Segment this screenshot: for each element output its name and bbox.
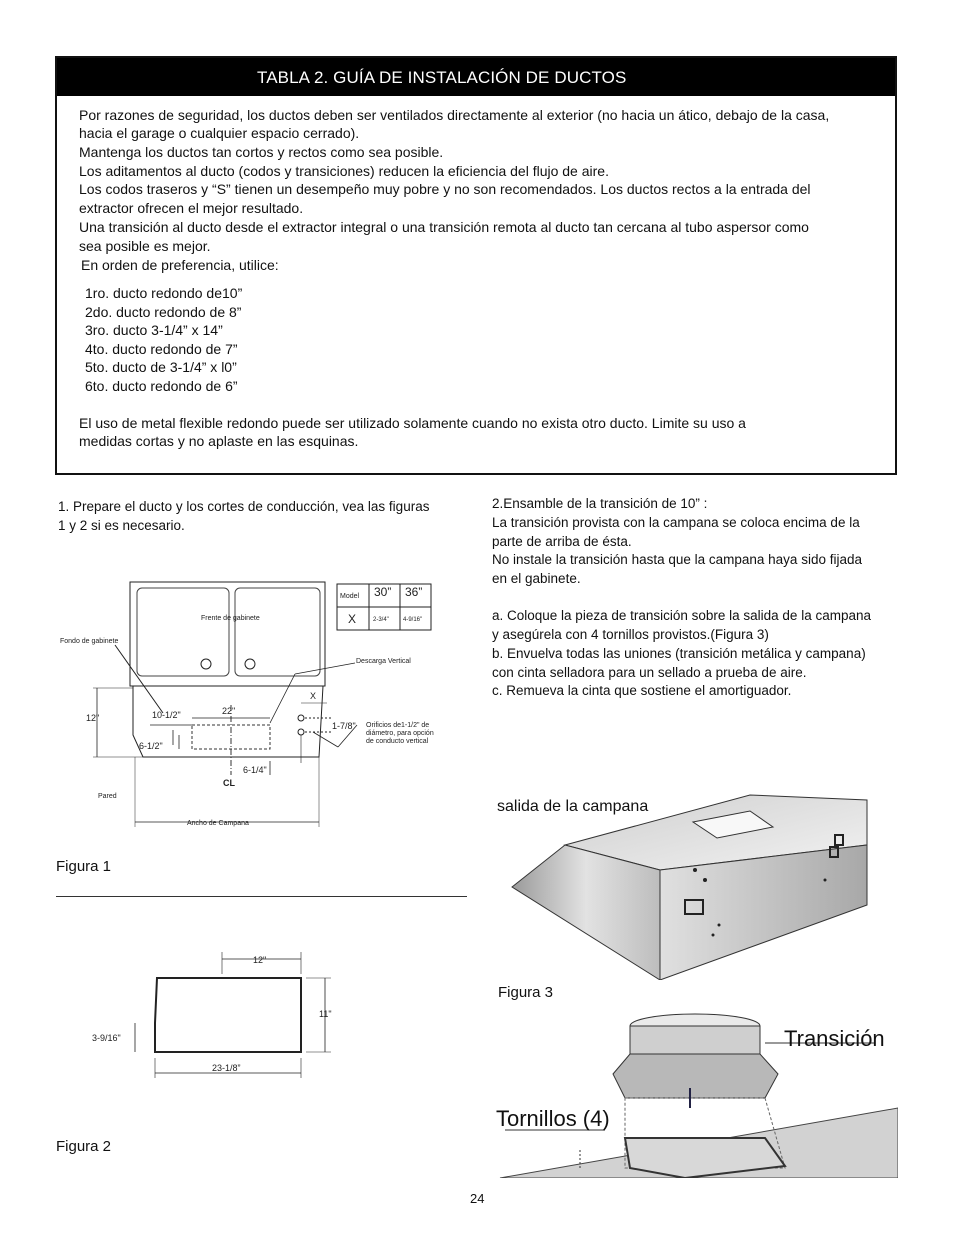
label-1-7-8: 1-7/8" <box>332 721 356 731</box>
leader-cabinet-back <box>115 645 163 713</box>
table-line: Una transición al ducto desde el extractor integral o una transición remota al ducto tan cercana al tubo aspersor como <box>79 219 809 235</box>
label-12: 12" <box>86 713 100 723</box>
step2-line: en el gabinete. <box>492 571 581 586</box>
step2-line: a. Coloque la pieza de transición sobre la salida de la campana <box>492 608 871 623</box>
table-title: TABLA 2. GUÍA DE INSTALACIÓN DE DUCTOS <box>257 68 627 87</box>
knob-right <box>245 659 255 669</box>
step2-line: c. Remueva la cinta que sostiene el amortiguador. <box>492 683 792 698</box>
figure1-drawing <box>55 575 445 840</box>
label-6-1-2: 6-1/2" <box>139 741 163 751</box>
label-cabinet-front: Frente de gabinete <box>201 615 260 622</box>
preference-item: 5to. ducto de 3-1/4” x l0” <box>85 359 237 375</box>
model-x: X <box>348 612 357 626</box>
table-line: En orden de preferencia, utilice: <box>81 257 279 273</box>
duct-installation-table <box>55 56 897 475</box>
outlet-label: salida de la campana <box>497 798 649 815</box>
step1-line: 1 y 2 si es necesario. <box>58 518 185 533</box>
table-line: Mantenga los ductos tan cortos y rectos como sea posible. <box>79 144 444 160</box>
cabinet-door-left <box>137 588 229 676</box>
label-vertical-discharge: Descarga Vertical <box>356 658 411 665</box>
table-line: Los aditamentos al ducto (codos y transiciones) reducen la eficiencia del flujo de aire. <box>79 163 609 179</box>
hood-front <box>512 845 660 980</box>
flex-note-line: El uso de metal flexible redondo puede ser utilizado solamente cuando no exista otro ducto. Limite su uso a <box>79 415 746 431</box>
label-hood-width: Ancho de Campana <box>187 820 249 827</box>
table-line: extractor ofrecen el mejor resultado. <box>79 200 304 216</box>
duct-cut-template <box>155 978 301 1052</box>
model-dimension-table <box>337 584 431 630</box>
step2-line: No instale la transición hasta que la campana haya sido fijada <box>492 552 862 567</box>
table-line: Por razones de seguridad, los ductos deben ser ventilados directamente al exterior (no hacia un ático, debajo de la casa, <box>79 107 830 123</box>
preference-item: 4to. ducto redondo de 7” <box>85 341 238 357</box>
label-11: 11" <box>319 1009 332 1019</box>
label-cabinet-back: Fondo de gabinete <box>60 638 119 645</box>
label-holes: diámetro, para opción <box>366 730 434 737</box>
flex-note-line: medidas cortas y no aplaste en las esquinas. <box>79 433 359 449</box>
knob-left <box>201 659 211 669</box>
label-23-1-8: 23-1/8” <box>212 1063 241 1073</box>
table-header <box>57 58 895 96</box>
transition-body <box>613 1054 778 1098</box>
label-6-1-4: 6-1/4" <box>243 765 267 775</box>
model-30: 30” <box>374 585 392 599</box>
table-line: sea posible es mejor. <box>79 238 211 254</box>
transition-label: Transición <box>784 1026 885 1051</box>
label-holes: Orificios de1-1/2" de <box>366 722 430 729</box>
figure2-caption: Figura 2 <box>56 1138 112 1155</box>
model-header: Model <box>340 593 360 600</box>
table-line: hacia el garage o cualquier espacio cerrado). <box>79 125 360 141</box>
round-collar <box>630 1026 760 1054</box>
page-number: 24 <box>470 1191 485 1206</box>
screws-label: Tornillos (4) <box>496 1106 610 1131</box>
label-22: 22" <box>222 706 236 716</box>
preference-item: 3ro. ducto 3-1/4” x 14” <box>85 322 223 338</box>
label-holes: de conducto vertical <box>366 738 429 745</box>
label-cl: CL <box>223 778 235 788</box>
step2-line: b. Envuelva todas las uniones (transición metálica y campana) <box>492 646 866 661</box>
divider <box>56 896 467 897</box>
label-12: 12" <box>253 955 267 965</box>
step2-line: La transición provista con la campana se coloca encima de la <box>492 515 860 530</box>
model-x-36: 4-9/16" <box>403 617 423 623</box>
cabinet-outline <box>130 582 325 686</box>
step2-line: y asegúrela con 4 tornillos provistos.(Figura 3) <box>492 627 769 642</box>
label-3-9-16: 3-9/16" <box>92 1033 121 1043</box>
table-line: Los codos traseros y “S” tienen un desempeño muy pobre y no son recomendados. Los ductos rectos a la entrada del <box>79 181 811 197</box>
step2-line: 2.Ensamble de la transición de 10” : <box>492 496 708 511</box>
figure3-caption: Figura 3 <box>498 984 554 1001</box>
cabinet-door-right <box>235 588 320 676</box>
figure1-caption: Figura 1 <box>56 858 112 875</box>
step2-line: parte de arriba de ésta. <box>492 534 632 549</box>
label-wall: Pared <box>98 793 117 800</box>
label-x: X <box>310 691 317 701</box>
preference-item: 2do. ducto redondo de 8” <box>85 304 242 320</box>
hole-lower <box>298 729 304 735</box>
hole-upper <box>298 715 304 721</box>
model-x-30: 2-3/4" <box>373 617 389 623</box>
preference-item: 1ro. ducto redondo de10” <box>85 285 243 301</box>
label-10-1-2: 10-1/2" <box>152 710 181 720</box>
preference-item: 6to. ducto redondo de 6” <box>85 378 238 394</box>
model-36: 36” <box>405 585 423 599</box>
step1-line: 1. Prepare el ducto y los cortes de conducción, vea las figuras <box>58 499 430 514</box>
step2-line: con cinta selladora para un sellado a prueba de aire. <box>492 665 807 680</box>
figure2-drawing <box>85 948 355 1083</box>
